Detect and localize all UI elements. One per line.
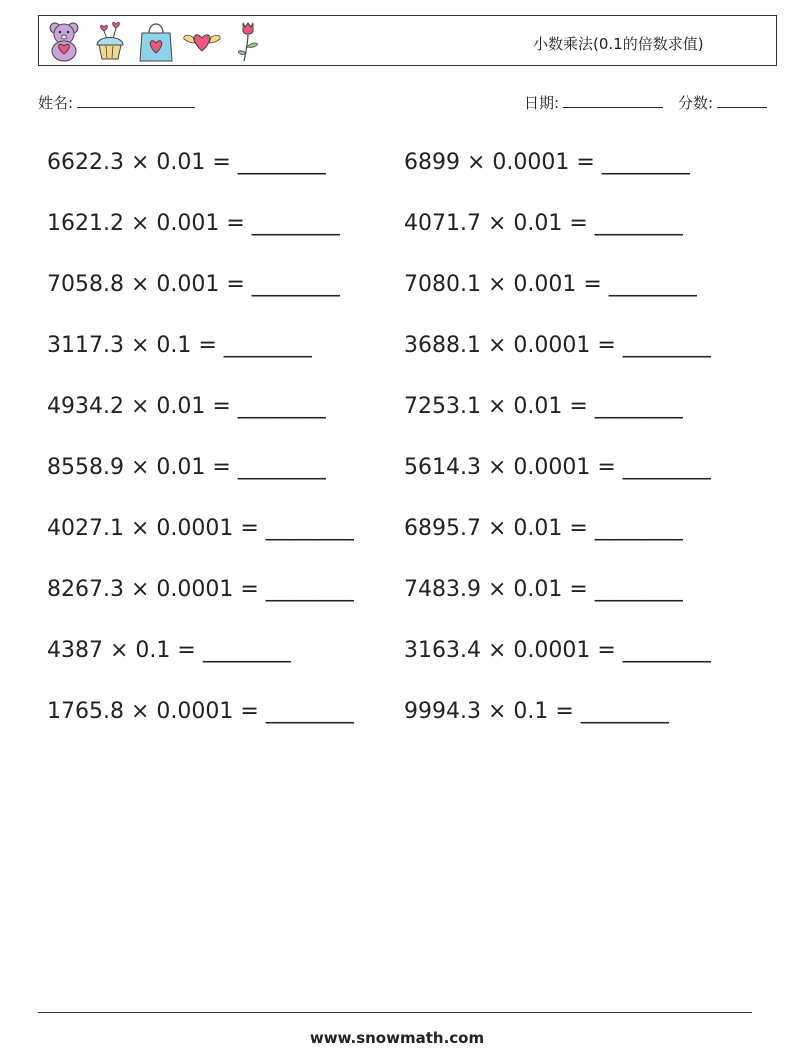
name-label: 姓名:	[38, 94, 74, 112]
winged-heart-icon	[183, 19, 221, 63]
problem-item[interactable]: 3117.3 × 0.1 = ________	[47, 333, 312, 358]
problem-item[interactable]: 7483.9 × 0.01 = ________	[404, 577, 683, 602]
score-label: 分数:	[678, 94, 714, 112]
problem-item[interactable]: 3688.1 × 0.0001 = ________	[404, 333, 711, 358]
problem-item[interactable]: 6899 × 0.0001 = ________	[404, 150, 690, 175]
problem-item[interactable]: 1621.2 × 0.001 = ________	[47, 211, 340, 236]
problem-item[interactable]: 1765.8 × 0.0001 = ________	[47, 699, 354, 724]
problem-item[interactable]: 4934.2 × 0.01 = ________	[47, 394, 326, 419]
problem-item[interactable]: 8267.3 × 0.0001 = ________	[47, 577, 354, 602]
problem-item[interactable]: 3163.4 × 0.0001 = ________	[404, 638, 711, 663]
name-blank[interactable]	[77, 93, 195, 108]
date-field[interactable]	[524, 92, 663, 113]
teddy-bear-icon	[45, 19, 83, 63]
decorative-icons	[45, 19, 267, 63]
worksheet-header	[38, 15, 777, 66]
score-blank[interactable]	[717, 93, 767, 108]
problem-item[interactable]: 4027.1 × 0.0001 = ________	[47, 516, 354, 541]
date-label: 日期:	[524, 94, 560, 112]
score-field[interactable]	[678, 92, 767, 113]
rose-icon	[229, 19, 267, 63]
problem-item[interactable]: 6622.3 × 0.01 = ________	[47, 150, 326, 175]
problem-item[interactable]: 9994.3 × 0.1 = ________	[404, 699, 669, 724]
problem-item[interactable]: 7080.1 × 0.001 = ________	[404, 272, 697, 297]
name-field[interactable]	[38, 92, 195, 113]
problem-item[interactable]: 8558.9 × 0.01 = ________	[47, 455, 326, 480]
gift-bag-icon	[137, 19, 175, 63]
worksheet-title: 小数乘法(0.1的倍数求值)	[533, 35, 704, 53]
problem-item[interactable]: 5614.3 × 0.0001 = ________	[404, 455, 711, 480]
problem-item[interactable]: 7058.8 × 0.001 = ________	[47, 272, 340, 297]
problem-item[interactable]: 4387 × 0.1 = ________	[47, 638, 291, 663]
problem-item[interactable]: 4071.7 × 0.01 = ________	[404, 211, 683, 236]
problem-item[interactable]: 7253.1 × 0.01 = ________	[404, 394, 683, 419]
problem-item[interactable]: 6895.7 × 0.01 = ________	[404, 516, 683, 541]
footer-divider	[38, 1012, 752, 1013]
footer-site: www.snowmath.com	[309, 1029, 485, 1047]
date-blank[interactable]	[563, 93, 663, 108]
cupcake-icon	[91, 19, 129, 63]
